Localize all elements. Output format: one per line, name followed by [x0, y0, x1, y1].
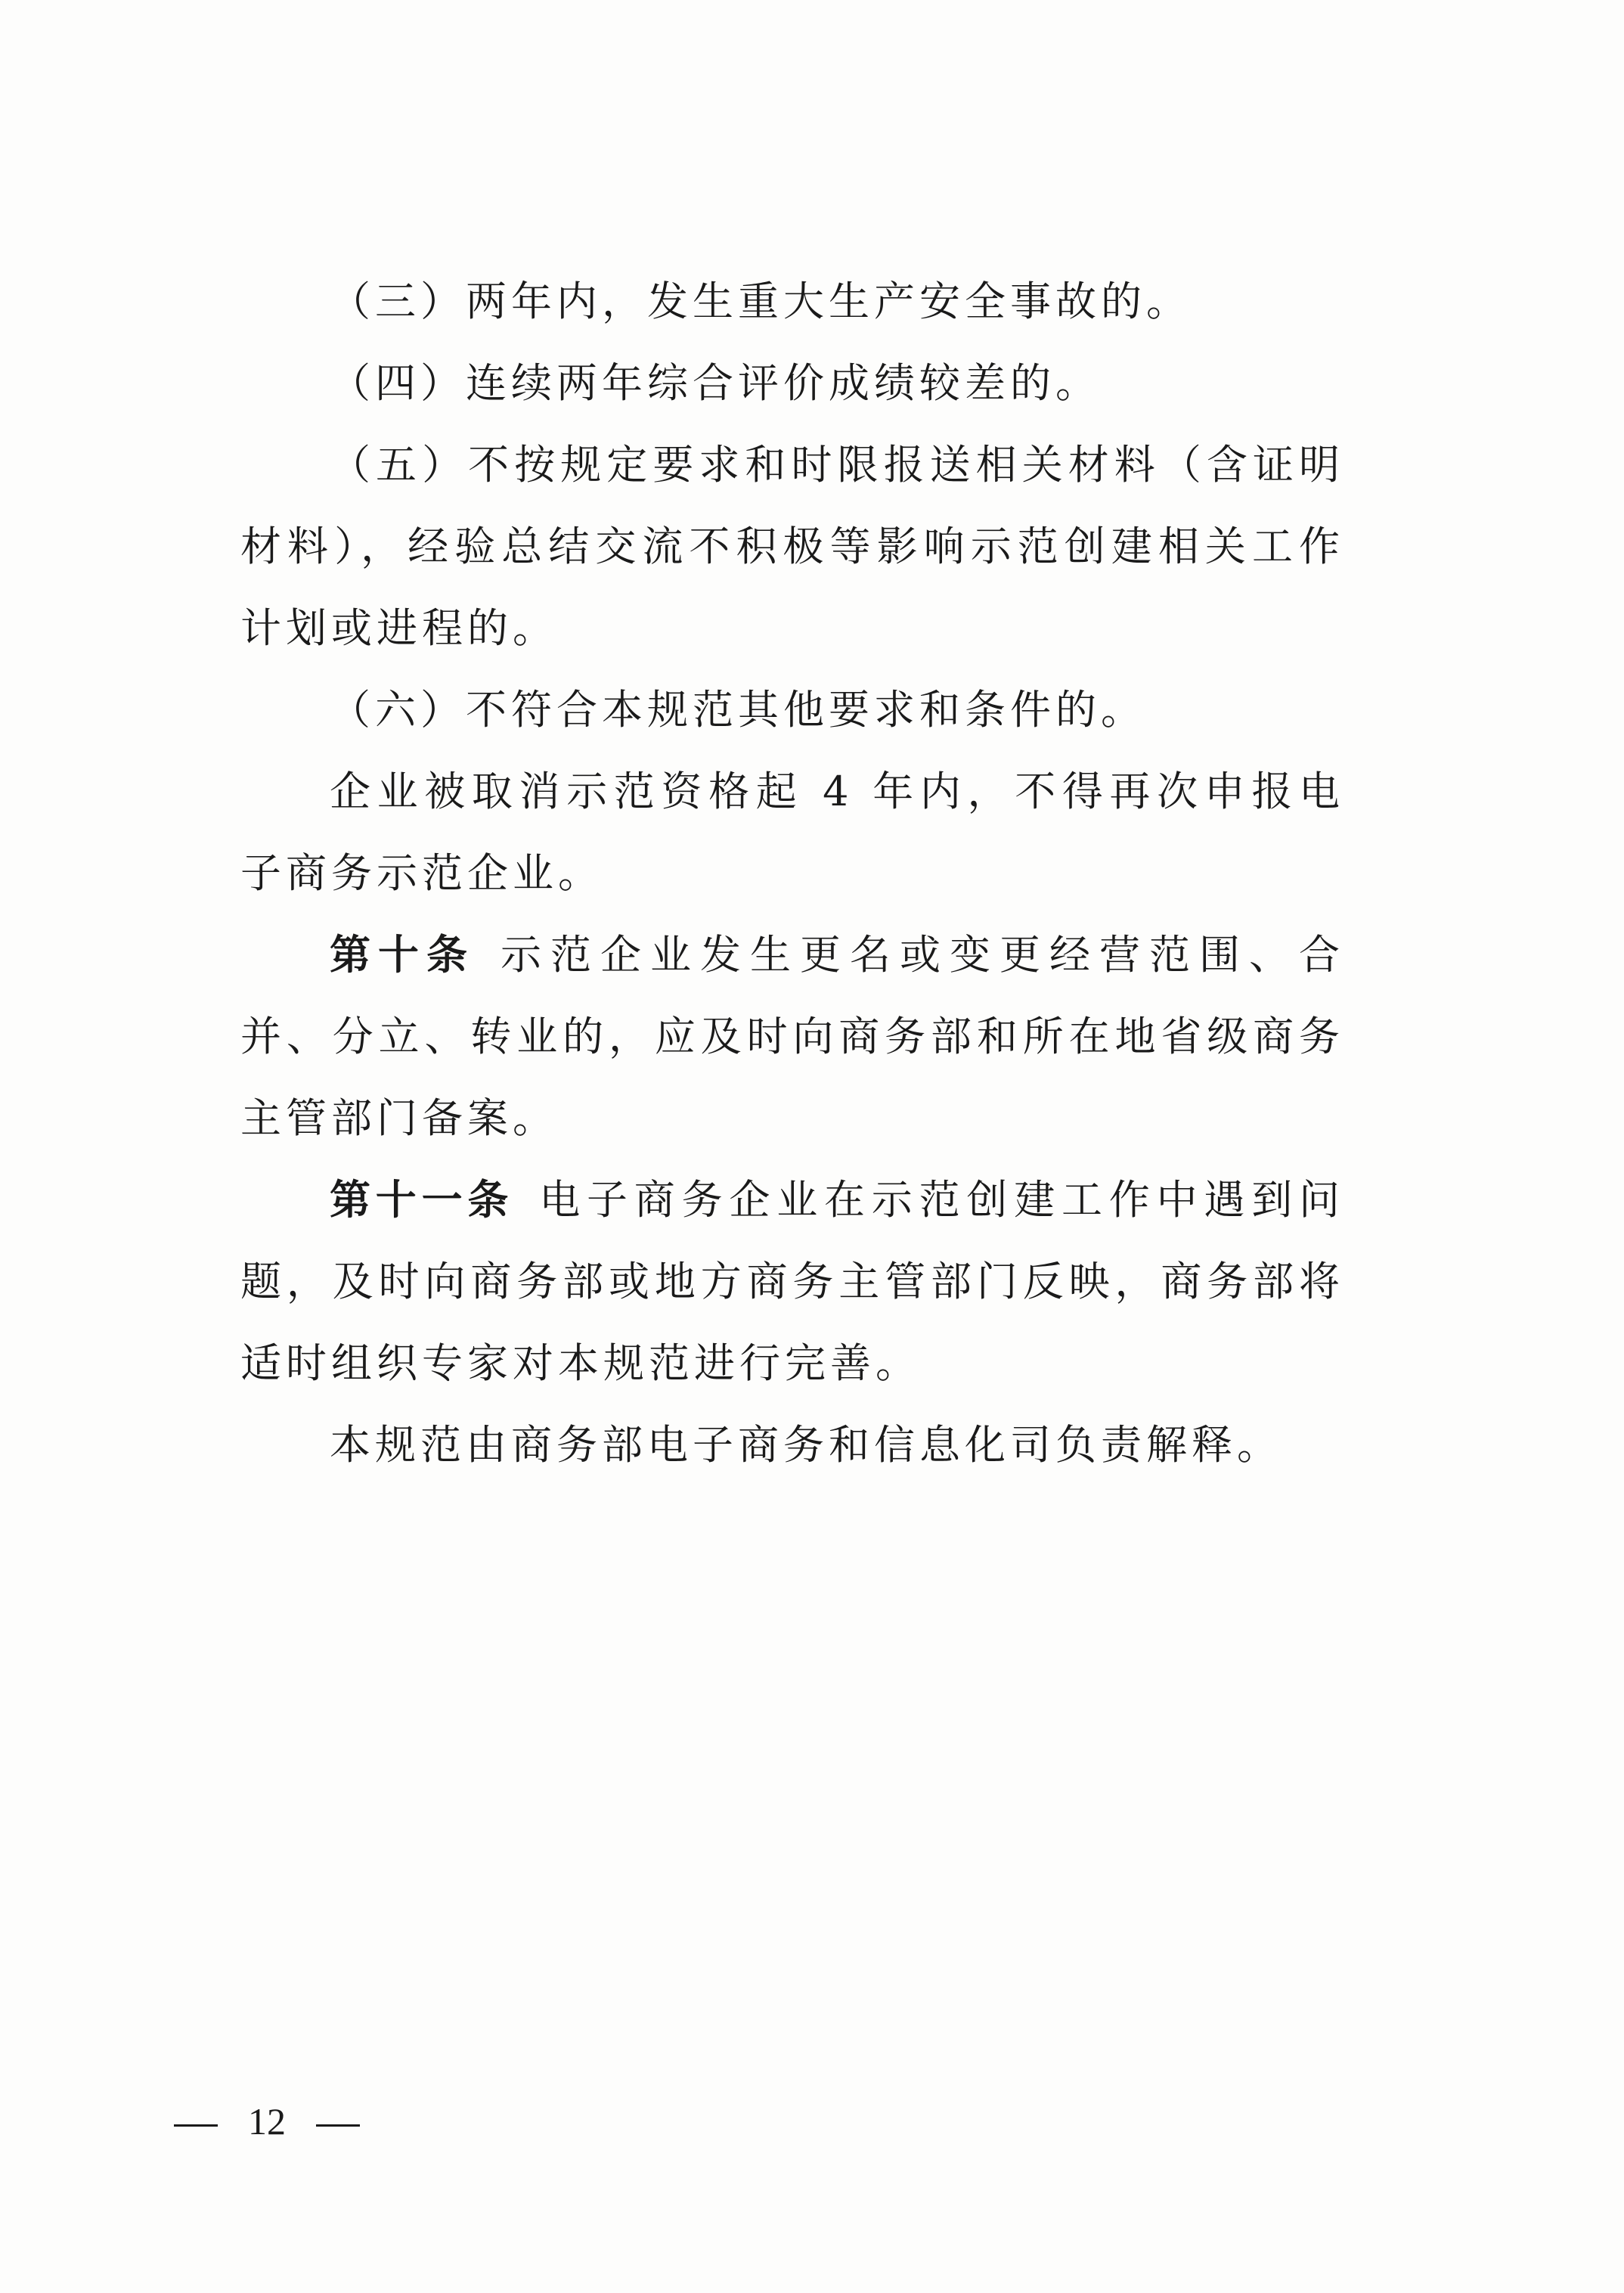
document-body — [240, 261, 1344, 1486]
disqualification-text: 企业被取消示范资格起 4 年内，不得再次申报电子商务示范企业。 — [240, 768, 1344, 897]
page-footer — [174, 2099, 360, 2144]
page-number: 12 — [248, 2100, 286, 2143]
clause-item-3-text: （三）两年内，发生重大生产安全事故的。 — [330, 278, 1192, 325]
article-11-text: 电子商务企业在示范创建工作中遇到问题，及时向商务部或地方商务主管部门反映，商务部将适时组织专家对本规范进行完善。 — [240, 1176, 1345, 1387]
article-11 — [240, 1159, 1344, 1404]
article-10 — [240, 914, 1344, 1159]
clause-item-4-text: （四）连续两年综合评价成绩较差的。 — [330, 359, 1101, 407]
disqualification-paragraph — [240, 751, 1344, 914]
interpretation-text: 本规范由商务部电子商务和信息化司负责解释。 — [330, 1421, 1282, 1469]
clause-item-6-text: （六）不符合本规范其他要求和条件的。 — [330, 686, 1146, 734]
clause-item-3 — [240, 261, 1344, 343]
clause-item-5 — [240, 424, 1344, 669]
footer-dash-left — [174, 2124, 218, 2127]
clause-item-5-text: （五）不按规定要求和时限报送相关材料（含证明材料），经验总结交流不积极等影响示范创建相关工作计划或进程的。 — [240, 441, 1344, 652]
clause-item-6 — [240, 669, 1344, 751]
article-10-text: 示范企业发生更名或变更经营范围、合并、分立、转业的，应及时向商务部和所在地省级商务主管部门备案。 — [240, 931, 1344, 1142]
article-10-heading: 第十条 — [330, 931, 475, 979]
article-11-heading: 第十一条 — [330, 1176, 514, 1224]
footer-dash-right — [316, 2124, 360, 2127]
clause-item-4 — [240, 343, 1344, 424]
interpretation-paragraph — [240, 1404, 1344, 1486]
